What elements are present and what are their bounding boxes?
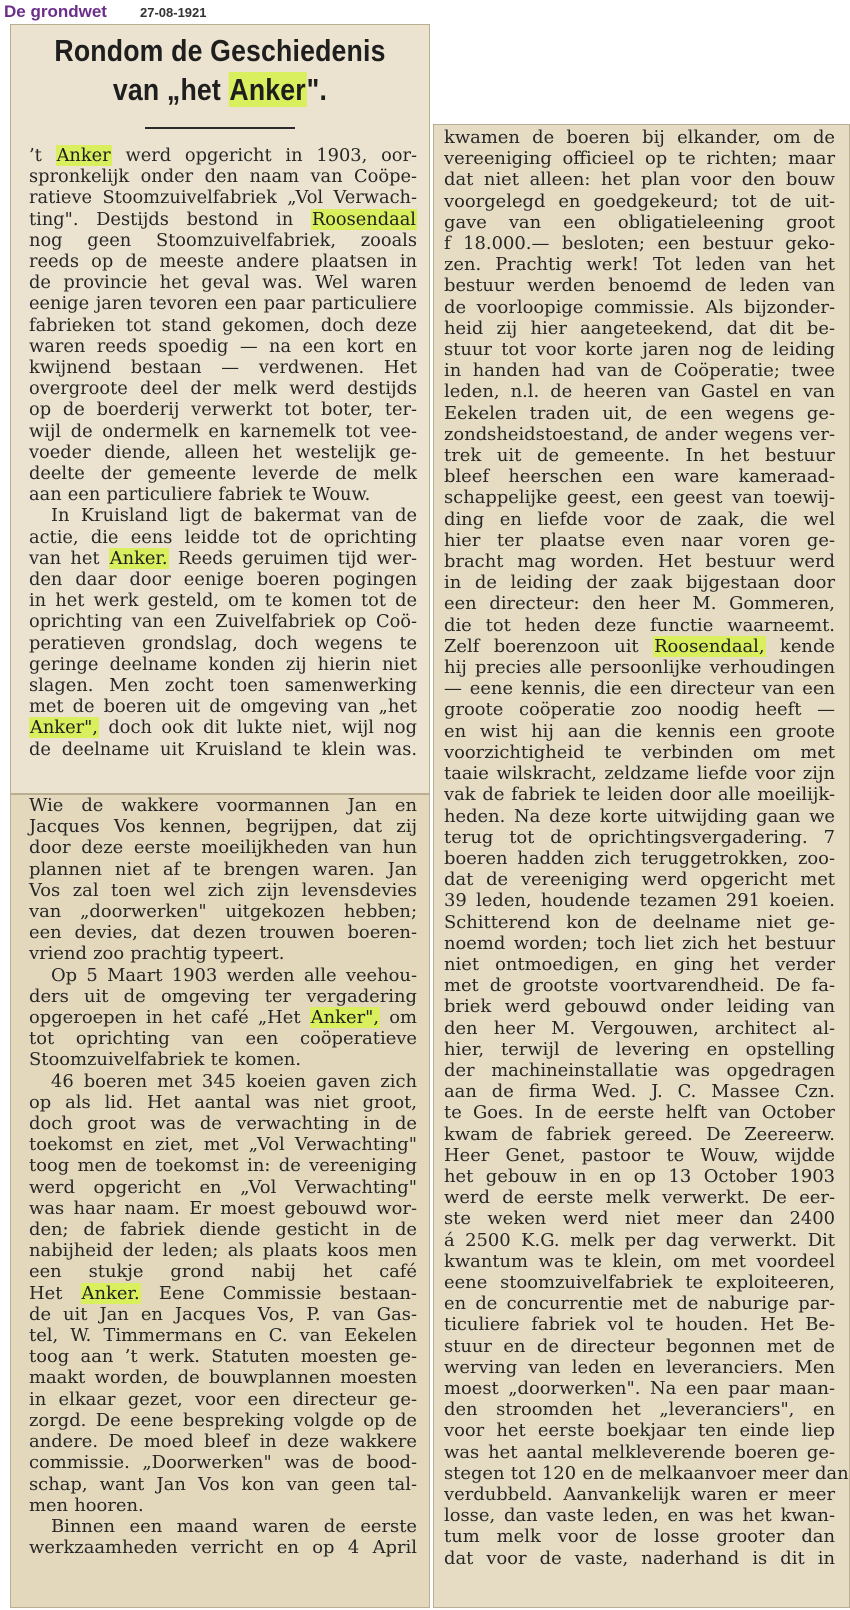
- text-line: [29, 1240, 417, 1261]
- highlighted-term: Anker.: [81, 1282, 140, 1304]
- text-line: [29, 1431, 417, 1452]
- text-line: [444, 827, 835, 848]
- newspaper-date: 27-08-1921: [140, 5, 207, 20]
- text-line: [444, 1187, 835, 1208]
- text-line: [444, 869, 835, 890]
- text-line: [29, 1134, 417, 1155]
- text-segment: losse, dan vaste leden, en was het kwan-: [444, 1505, 835, 1527]
- text-segment: een stukje grond nabij het café: [29, 1261, 417, 1283]
- text-line: [444, 848, 835, 869]
- text-line: [29, 1092, 417, 1113]
- text-line: [444, 1505, 835, 1526]
- text-segment: hij precies alle persoonlijke verhoudingen: [444, 657, 835, 679]
- text-segment: heden. Na deze korte uitwijding gaan we: [444, 805, 835, 827]
- text-segment: Vos zal toen wel zich zijn levensdevies: [29, 879, 417, 901]
- text-segment: Eene Commissie bestaan-: [140, 1282, 417, 1304]
- text-line: [29, 1113, 417, 1134]
- text-line: [29, 1325, 417, 1346]
- text-segment: en wist hij aan die kennis een groote: [444, 720, 835, 742]
- text-segment: schap, want Jan Vos kon van geen tal-: [29, 1473, 417, 1495]
- text-segment: Zelf boerenzoon uit: [444, 635, 654, 657]
- text-line: [29, 293, 417, 314]
- text-line: [444, 169, 835, 190]
- text-line: [29, 1261, 417, 1282]
- text-segment: op de boerderij verwerkt tot boter, ter-: [29, 399, 417, 421]
- text-segment: voorzichtigheid te verbinden om met: [444, 741, 835, 763]
- text-line: [444, 381, 835, 402]
- text-segment: en de concurrentie met de naburige par-: [444, 1293, 835, 1315]
- text-line: [444, 954, 835, 975]
- text-segment: ding en liefde voor de zaak, die wel: [444, 508, 835, 530]
- text-segment: in de leiding der zaak bijgestaan door: [444, 572, 835, 594]
- text-line: [29, 696, 417, 717]
- text-segment: ticuliere fabriek vol te houden. Het Be-: [444, 1314, 835, 1336]
- text-segment: stuur tot voor korte jaren nog de leiding: [444, 339, 835, 361]
- text-line: [444, 1039, 835, 1060]
- text-segment: Eekelen traden uit, de een wegens ge-: [444, 402, 835, 424]
- text-segment: ste weken werd niet meer dan 2400: [444, 1208, 835, 1230]
- text-segment: dat niet alleen: het plan voor den bouw: [444, 169, 835, 191]
- text-line: [29, 166, 417, 187]
- text-segment: terug tot de oprichtingsvergadering. 7: [444, 826, 835, 848]
- highlighted-term: Anker.: [109, 547, 168, 569]
- text-line: [444, 1166, 835, 1187]
- article-column-1-part-b: [11, 795, 429, 1558]
- highlighted-term: Anker: [56, 145, 111, 166]
- text-segment: was haar naam. Er moest gebouwd wor-: [29, 1197, 417, 1219]
- text-line: [29, 590, 417, 611]
- text-segment: der machineinstallatie was opgedragen: [444, 1059, 835, 1081]
- text-segment: werd de eerste melk verwerkt. De eer-: [444, 1187, 835, 1209]
- text-line: [444, 1357, 835, 1378]
- text-segment: Schitterend kon de deelname niet ge-: [444, 911, 835, 933]
- text-segment: om: [380, 1007, 417, 1029]
- text-line: [444, 699, 835, 720]
- text-line: [29, 357, 417, 378]
- text-line: [29, 1516, 417, 1537]
- text-segment: wijl de ondermelk en karnemelk tot vee-: [29, 420, 417, 442]
- text-line: [444, 487, 835, 508]
- text-segment: maakt worden, de bouwplannen moesten: [29, 1367, 417, 1389]
- text-segment: de provincie het geval was. Wel waren: [29, 272, 417, 294]
- text-line: [29, 1537, 417, 1558]
- text-line: [29, 943, 417, 964]
- text-segment: zen. Prachtig werk! Tot leden van het: [444, 254, 835, 276]
- text-line: [29, 1283, 417, 1304]
- text-segment: aan de firma Wed. J. C. Massee Czn.: [444, 1081, 835, 1103]
- text-line: [444, 1018, 835, 1039]
- text-line: [444, 1336, 835, 1357]
- text-line: [444, 593, 835, 614]
- text-segment: voeder diende, alleen het westelijk ge-: [29, 441, 417, 463]
- text-line: [29, 739, 417, 760]
- text-line: [29, 1198, 417, 1219]
- text-segment: moest „doorwerken". Na een paar maan-: [444, 1377, 835, 1399]
- text-line: [29, 209, 417, 230]
- text-segment: eene stoomzuivelfabriek te exploiteeren,: [444, 1271, 835, 1293]
- highlighted-term: Anker",: [30, 717, 98, 739]
- text-segment: aan een particuliere fabriek te Wouw.: [29, 484, 371, 506]
- text-segment: andere. De moed bleef in deze wakkere: [29, 1431, 417, 1453]
- text-line: [444, 1548, 835, 1569]
- text-line: [444, 466, 835, 487]
- text-line: [29, 527, 417, 548]
- text-segment: de voorloopige commissie. Als bijzonder-: [444, 296, 835, 318]
- text-segment: in elkaar gezet, voor een directeur ge-: [29, 1388, 417, 1410]
- text-segment: taaie wilskracht, zeldzame liefde voor zijn: [444, 763, 835, 785]
- text-segment: f 18.000.— besloten; een bestuur geko-: [444, 233, 835, 255]
- text-segment: stegen tot 120 en de melkaanvoer meer dan: [444, 1462, 849, 1484]
- text-line: [444, 721, 835, 742]
- text-line: [444, 233, 835, 254]
- text-line: [444, 975, 835, 996]
- text-line: [444, 572, 835, 593]
- text-line: [444, 1102, 835, 1123]
- text-segment: werving van leden en leveranciers. Men: [444, 1356, 835, 1378]
- text-line: [29, 272, 417, 293]
- text-segment: toog men de toekomst in: de vereeniging: [29, 1155, 417, 1177]
- text-line: [29, 1071, 417, 1092]
- text-segment: Jacques Vos kennen, begrijpen, dat zij: [29, 816, 417, 838]
- text-line: [444, 530, 835, 551]
- text-segment: van „doorwerken" uitgekozen hebben;: [29, 901, 417, 923]
- text-line: [29, 569, 417, 590]
- text-line: [444, 657, 835, 678]
- text-line: [444, 1081, 835, 1102]
- text-line: [29, 1474, 417, 1495]
- text-segment: Stoomzuivelfabriek te komen.: [29, 1049, 302, 1071]
- text-segment: van het: [29, 547, 109, 569]
- text-line: [444, 509, 835, 530]
- text-line: [444, 933, 835, 954]
- text-line: [29, 484, 417, 505]
- text-segment: hier ter plaatse even naar voren ge-: [444, 529, 835, 551]
- text-line: [444, 636, 835, 657]
- text-line: [444, 191, 835, 212]
- text-segment: Binnen een maand waren de eerste: [51, 1515, 417, 1537]
- text-line: [444, 212, 835, 233]
- text-segment: nabijheid der leden; als plaats koos men: [29, 1240, 417, 1262]
- text-segment: actie, die eens leidde tot de oprichting: [29, 526, 417, 548]
- text-segment: reeds op de meeste andere plaatsen in: [29, 251, 417, 273]
- text-segment: voor het eerste boekjaar ten einde liep: [444, 1420, 835, 1442]
- text-segment: oprichting van een Zuivelfabriek op Coö-: [29, 611, 417, 633]
- text-line: [444, 403, 835, 424]
- text-line: [444, 339, 835, 360]
- text-segment: trek uit de gemeente. In het bestuur: [444, 445, 835, 467]
- text-line: [29, 717, 417, 738]
- text-line: [29, 675, 417, 696]
- text-line: [444, 742, 835, 763]
- headline-highlight: Anker: [229, 72, 306, 107]
- headline-line-1: Rondom de Geschiedenis: [54, 33, 386, 68]
- text-segment: kende: [765, 635, 835, 657]
- text-segment: deelte der gemeente leverde de melk: [29, 463, 417, 485]
- text-segment: door deze eerste moeilijkheden van hun: [29, 837, 417, 859]
- text-segment: met de boeren uit de omgeving van „het: [29, 696, 417, 718]
- text-segment: eenige jaren tevoren een paar particuliere: [29, 293, 417, 315]
- text-segment: plannen niet af te brengen waren. Jan: [29, 858, 417, 880]
- text-segment: kwamen de boeren bij elkander, om de: [444, 127, 835, 148]
- text-segment: Reeds geruimen tijd wer-: [168, 547, 417, 569]
- text-line: [29, 399, 417, 420]
- text-line: [29, 633, 417, 654]
- article-clip-right: [433, 124, 850, 1608]
- text-segment: zorgd. De eene bespreking volgde op de: [29, 1409, 417, 1431]
- text-line: [444, 890, 835, 911]
- text-segment: dat de vereeniging werd opgericht met: [444, 869, 835, 891]
- headline-line-2: [40, 70, 399, 109]
- text-segment: stuur en de directeur begonnen met de: [444, 1335, 835, 1357]
- text-line: [444, 148, 835, 169]
- text-segment: den heer M. Vergouwen, architect al-: [444, 1017, 835, 1039]
- text-segment: geringe deelname konden zij hierin niet: [29, 653, 417, 675]
- text-segment: de deelname uit Kruisland te klein was.: [29, 738, 417, 760]
- text-segment: — eene kennis, die een directeur van een: [444, 678, 835, 700]
- text-line: [29, 611, 417, 632]
- text-segment: in het werk gesteld, om te komen tot de: [29, 590, 417, 612]
- text-segment: bestuur werden benoemd de leden van: [444, 275, 835, 297]
- text-line: [29, 1028, 417, 1049]
- text-segment: schappelijke geest, een geest van toewij-: [444, 487, 835, 509]
- text-line: [29, 336, 417, 357]
- text-segment: de uit Jan en Jacques Vos, P. van Gas-: [29, 1303, 417, 1325]
- text-line: [444, 254, 835, 275]
- text-segment: Het: [29, 1282, 81, 1304]
- text-segment: slagen. Men zocht toen samenwerking: [29, 675, 417, 697]
- text-segment: men hooren.: [29, 1494, 144, 1516]
- text-segment: zondsheidstoestand, de ander wegens ver-: [444, 423, 835, 445]
- text-line: [29, 1049, 417, 1070]
- text-line: [29, 145, 417, 166]
- text-line: [444, 1378, 835, 1399]
- text-segment: toog aan ’t werk. Statuten moesten ge-: [29, 1346, 417, 1368]
- text-segment: overgroote deel der melk werd destijds: [29, 378, 417, 400]
- text-line: [29, 378, 417, 399]
- text-segment: den; de fabriek diende gesticht in de: [29, 1219, 417, 1241]
- text-segment: Heer Genet, pastoor te Wouw, wijdde: [444, 1144, 835, 1166]
- text-segment: briek werd gebouwd onder leiding van: [444, 996, 835, 1018]
- article-clip-top-left: [10, 24, 430, 794]
- text-line: [444, 1526, 835, 1547]
- text-segment: den daar door eenige boeren pogingen: [29, 569, 417, 591]
- text-segment: niet ontmoedigen, en ging het verder: [444, 953, 835, 975]
- text-segment: in handen had van de Coöperatie; twee: [444, 360, 835, 382]
- article-column-2: [434, 127, 849, 1569]
- text-segment: In Kruisland ligt de bakermat van de: [51, 505, 417, 527]
- text-line: [29, 421, 417, 442]
- article-headline: [40, 31, 399, 109]
- text-segment: te Goes. In de eerste helft van October: [444, 1102, 835, 1124]
- text-segment: gave van een obligatieleening groot: [444, 211, 835, 233]
- headline-rule: [145, 127, 295, 129]
- text-line: [444, 297, 835, 318]
- text-line: [444, 615, 835, 636]
- text-segment: ratieve Stoomzuivelfabriek „Vol Verwach-: [29, 187, 417, 209]
- text-segment: ders uit de omgeving ter vergadering: [29, 985, 417, 1007]
- text-segment: waren reeds spoedig — na een kort en: [29, 335, 417, 357]
- text-line: [29, 1389, 417, 1410]
- text-segment: ting". Destijds bestond in: [29, 208, 311, 230]
- text-line: [29, 315, 417, 336]
- text-line: [444, 1484, 835, 1505]
- text-segment: tot oprichting van een coöperatieve: [29, 1028, 417, 1050]
- text-segment: bleef heerschen een ware kameraad-: [444, 466, 835, 488]
- text-line: [444, 318, 835, 339]
- text-line: [444, 996, 835, 1017]
- text-segment: werd opgericht in 1903, oor-: [111, 145, 417, 166]
- text-line: [29, 880, 417, 901]
- text-line: [29, 901, 417, 922]
- text-segment: Op 5 Maart 1903 werden alle veehou-: [51, 964, 417, 986]
- text-line: [444, 784, 835, 805]
- text-segment: den stroomden het „leveranciers", en: [444, 1399, 835, 1421]
- text-segment: was het aantal melkleverende boeren ge-: [444, 1441, 835, 1463]
- text-line: [29, 1155, 417, 1176]
- highlighted-term: Anker",: [310, 1007, 380, 1029]
- text-segment: nog geen Stoomzuivelfabriek, zooals: [29, 229, 417, 251]
- article-column-1-part-a: [11, 145, 429, 760]
- text-segment: doch groot was de verwachting in de: [29, 1113, 417, 1135]
- text-segment: 46 boeren met 345 koeien gaven zich: [51, 1070, 417, 1092]
- article-clip-bottom-left: [10, 794, 430, 1608]
- headline-line-2-post: ".: [306, 72, 328, 107]
- text-line: [29, 1346, 417, 1367]
- text-line: [444, 1462, 849, 1484]
- text-segment: op als lid. Het aantal was niet groot,: [29, 1091, 417, 1113]
- text-segment: bracht mag worden. Het bestuur werd: [444, 551, 835, 573]
- text-line: [444, 1208, 835, 1229]
- text-line: [444, 1399, 835, 1420]
- text-segment: een directeur: den heer M. Gommeren,: [444, 593, 835, 615]
- text-segment: werd opgericht en „Vol Verwachting": [29, 1176, 417, 1198]
- text-line: [444, 1230, 835, 1251]
- text-line: [444, 1442, 835, 1463]
- text-line: [29, 1219, 417, 1240]
- text-line: [29, 795, 417, 816]
- text-segment: hier, terwijl de levering en opstelling: [444, 1038, 835, 1060]
- text-segment: 39 leden, houdende tezamen 291 koeien.: [444, 890, 835, 912]
- text-line: [444, 912, 835, 933]
- text-line: [444, 1145, 835, 1166]
- text-line: [29, 230, 417, 251]
- text-segment: verdubbeld. Aanvankelijk waren er meer: [444, 1484, 835, 1505]
- text-segment: dat voor de vaste, naderhand is dit in: [444, 1547, 835, 1569]
- text-line: [29, 1495, 417, 1516]
- text-segment: heid zij hier aangeteekend, dat dit be-: [444, 317, 835, 339]
- text-line: [29, 654, 417, 675]
- text-segment: noemd worden; toch liet zich het bestuur: [444, 932, 835, 954]
- text-line: [444, 1251, 835, 1272]
- text-line: [29, 1410, 417, 1431]
- text-line: [29, 463, 417, 484]
- text-line: [29, 922, 417, 943]
- text-segment: kwijnend bestaan — verdwenen. Het: [29, 357, 417, 379]
- text-line: [29, 965, 417, 986]
- text-segment: een devies, dat dezen trouwen boeren-: [29, 922, 417, 944]
- text-segment: commissie. „Doorwerken" was de bood-: [29, 1452, 417, 1474]
- text-line: [444, 678, 835, 699]
- text-segment: met de grootste voortvarendheid. De fa-: [444, 975, 835, 997]
- text-line: [444, 1124, 835, 1145]
- text-line: [444, 424, 835, 445]
- text-line: [29, 1304, 417, 1325]
- text-segment: het gebouw in en op 13 October 1903: [444, 1165, 835, 1187]
- text-line: [444, 1060, 835, 1081]
- text-line: [444, 275, 835, 296]
- text-segment: vriend zoo prachtig typeert.: [29, 943, 285, 965]
- text-segment: tum melk voor de losse grooter dan: [444, 1526, 835, 1548]
- text-line: [29, 442, 417, 463]
- text-line: [444, 551, 835, 572]
- text-segment: á 2500 K.G. melk per dag verwerkt. Dit: [444, 1229, 835, 1251]
- text-segment: kwantum was te klein, om met voordeel: [444, 1250, 835, 1272]
- text-line: [29, 859, 417, 880]
- text-segment: vak de fabriek te leiden door alle moeilijk-: [444, 784, 835, 806]
- text-segment: groote coöperatie zoo noodig heeft —: [444, 699, 835, 721]
- text-line: [444, 763, 835, 784]
- text-line: [29, 187, 417, 208]
- text-segment: vereeniging officieel op te richten; maar: [444, 148, 835, 170]
- text-segment: ’t: [29, 145, 56, 166]
- text-segment: spronkelijk onder den naam van Coöpe-: [29, 166, 417, 188]
- text-line: [444, 1272, 835, 1293]
- text-segment: boeren hadden zich teruggetrokken, zoo-: [444, 847, 835, 869]
- text-line: [444, 1420, 835, 1441]
- text-segment: werkzaamheden verricht en op 4 April: [29, 1537, 417, 1559]
- text-line: [29, 1452, 417, 1473]
- text-segment: peratieven grondslag, doch wegens te: [29, 632, 417, 654]
- text-segment: Wie de wakkere voormannen Jan en: [29, 795, 417, 816]
- text-line: [29, 251, 417, 272]
- text-line: [29, 1007, 417, 1028]
- highlighted-term: Roosendaal,: [654, 635, 765, 657]
- text-line: [444, 445, 835, 466]
- text-line: [444, 360, 835, 381]
- masthead-bar: [0, 0, 850, 24]
- text-segment: toekomst en ziet, met „Vol Verwachting": [29, 1134, 417, 1156]
- text-line: [444, 1314, 835, 1335]
- text-line: [29, 837, 417, 858]
- newspaper-name: De grondwet: [4, 2, 107, 21]
- text-line: [444, 1293, 835, 1314]
- text-line: [29, 548, 417, 569]
- text-line: [444, 127, 835, 148]
- text-segment: die tot heden deze functie waarneemt.: [444, 614, 835, 636]
- headline-line-2-pre: van „het: [112, 72, 229, 107]
- text-segment: fabrieken tot stand gekomen, doch deze: [29, 314, 417, 336]
- text-line: [29, 505, 417, 526]
- text-segment: kwam de fabriek gereed. De Zeereerw.: [444, 1123, 835, 1145]
- text-segment: tel, W. Timmermans en C. van Eekelen: [29, 1325, 417, 1347]
- highlighted-term: Roosendaal: [311, 208, 416, 230]
- text-segment: opgeroepen in het café „Het: [29, 1007, 310, 1029]
- text-line: [29, 1367, 417, 1388]
- text-segment: doch ook dit lukte niet, wijl nog: [98, 717, 417, 739]
- text-segment: voorgelegd en goedgekeurd; tot de uit-: [444, 190, 835, 212]
- text-line: [444, 806, 835, 827]
- text-line: [29, 816, 417, 837]
- text-segment: leden, n.l. de heeren van Gastel en van: [444, 381, 835, 403]
- text-line: [29, 1177, 417, 1198]
- text-line: [29, 986, 417, 1007]
